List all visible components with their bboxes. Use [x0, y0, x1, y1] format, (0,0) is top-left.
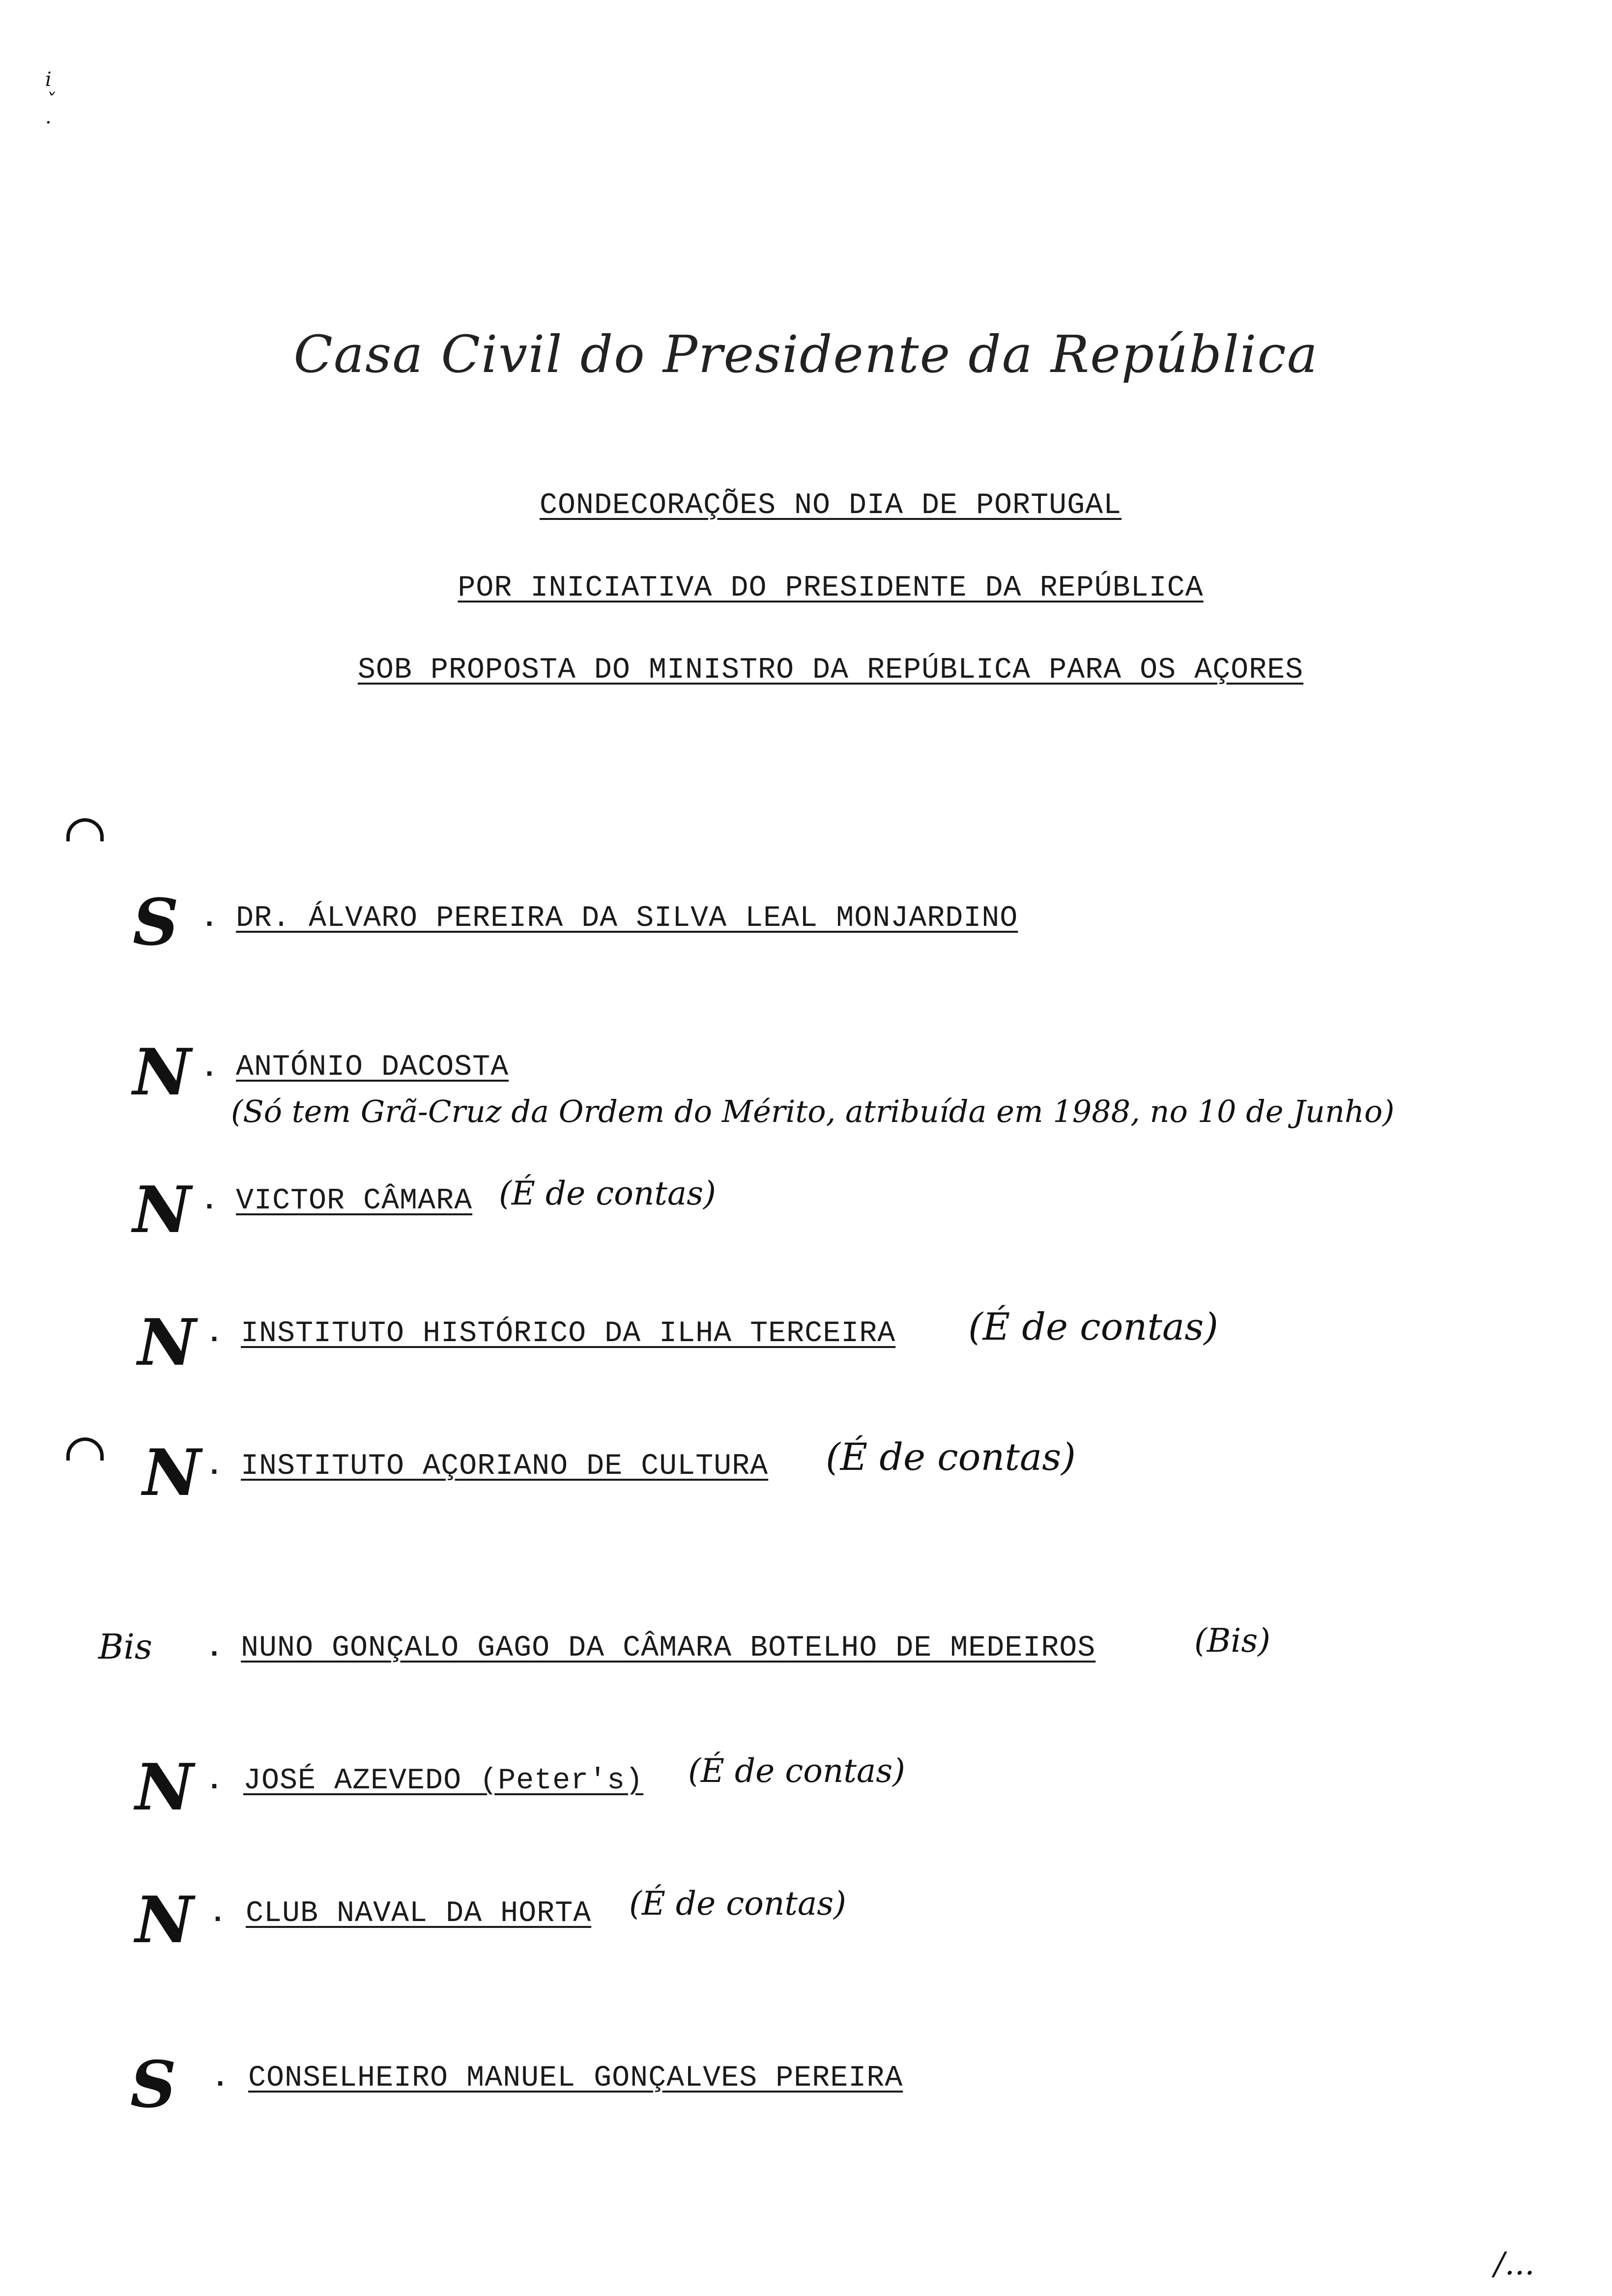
decision-mark: Bis — [98, 1627, 152, 1667]
decision-mark: N — [135, 1750, 194, 1825]
decision-mark: N — [135, 1882, 194, 1957]
bullet: . — [201, 1052, 219, 1085]
entry-name: VICTOR CÂMARA — [236, 1184, 473, 1218]
margin-arc-mark — [66, 818, 104, 841]
handwritten-note: (É de contas) — [629, 1885, 846, 1923]
entry-name: INSTITUTO HISTÓRICO DA ILHA TERCEIRA — [241, 1317, 896, 1350]
decision-mark: N — [133, 1172, 191, 1247]
decision-mark: S — [130, 2047, 176, 2122]
margin-arc-mark — [66, 1437, 104, 1461]
entry-name: NUNO GONÇALO GAGO DA CÂMARA BOTELHO DE MEDEIROS — [241, 1632, 1096, 1665]
decision-mark: N — [138, 1305, 196, 1380]
bullet: . — [201, 1184, 219, 1218]
handwritten-note: (É de contas) — [688, 1752, 905, 1790]
heading-1: CONDECORAÇÕES NO DIA DE PORTUGAL — [539, 489, 1122, 522]
page-continue: /... — [1494, 2246, 1535, 2282]
bullet: . — [201, 902, 219, 935]
entry-name: ANTÓNIO DACOSTA — [236, 1051, 509, 1084]
bullet: . — [205, 1764, 224, 1798]
handwritten-note: (É de contas) — [826, 1435, 1076, 1479]
entry-name: CLUB NAVAL DA HORTA — [246, 1897, 592, 1930]
margin-scribble: i ˇ · — [45, 68, 55, 134]
bullet: . — [205, 1632, 224, 1665]
bullet: . — [205, 1317, 224, 1350]
handwritten-note: (Bis) — [1194, 1622, 1270, 1660]
handwritten-note: (Só tem Grã-Cruz da Ordem do Mérito, atribuída em 1988, no 10 de Junho) — [231, 1093, 1395, 1129]
heading-2: POR INICIATIVA DO PRESIDENTE DA REPÚBLICA — [458, 572, 1204, 605]
letterhead: Casa Civil do Presidente da República — [293, 324, 1319, 384]
entry-name: DR. ÁLVARO PEREIRA DA SILVA LEAL MONJARDINO — [236, 902, 1018, 935]
entry-name: INSTITUTO AÇORIANO DE CULTURA — [241, 1450, 769, 1483]
bullet: . — [211, 2062, 230, 2095]
bullet: . — [205, 1450, 224, 1483]
entry-name: JOSÉ AZEVEDO (Peter's) — [243, 1764, 644, 1798]
decision-mark: N — [143, 1435, 201, 1510]
entry-name: CONSELHEIRO MANUEL GONÇALVES PEREIRA — [248, 2062, 903, 2095]
bullet: . — [209, 1897, 227, 1930]
heading-3: SOB PROPOSTA DO MINISTRO DA REPÚBLICA PARA OS AÇORES — [357, 654, 1304, 687]
handwritten-note: (É de contas) — [968, 1305, 1218, 1349]
decision-mark: N — [133, 1034, 191, 1110]
decision-mark: S — [133, 885, 179, 960]
handwritten-note: (É de contas) — [499, 1175, 716, 1212]
